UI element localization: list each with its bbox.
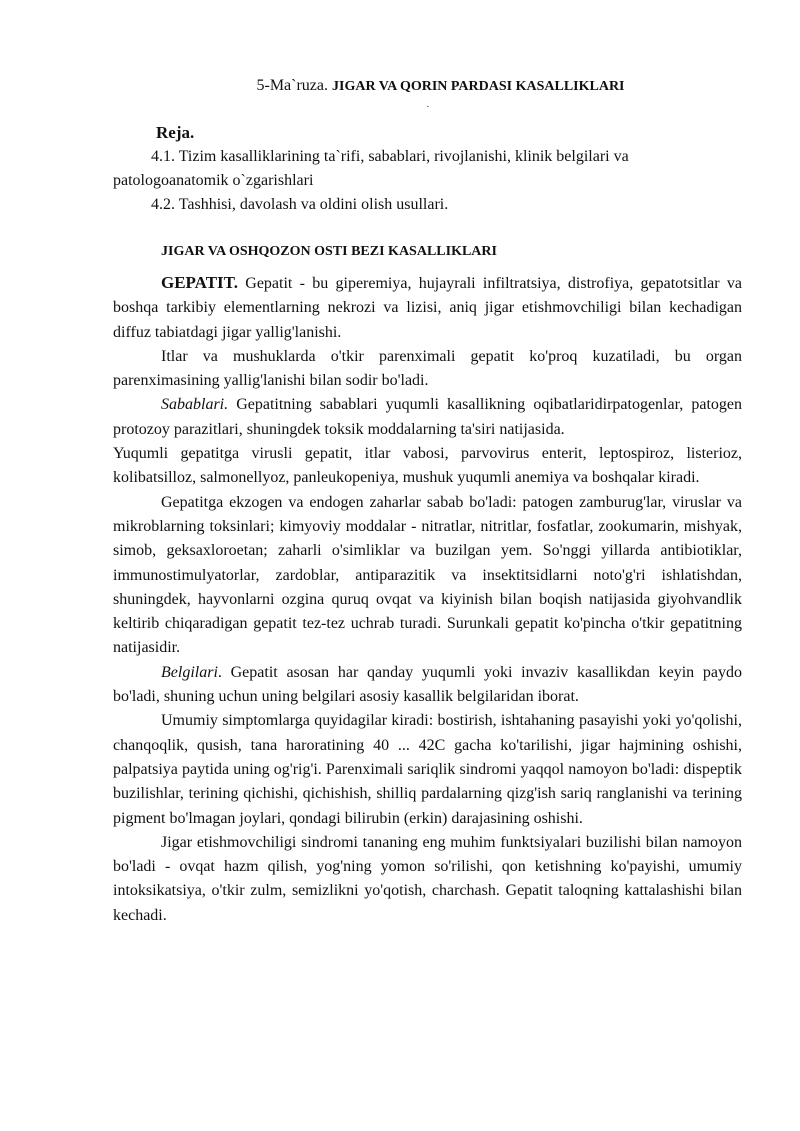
plan-item-1: 4.1. Tizim kasalliklarining ta`rifi, sabablari, rivojlanishi, klinik belgilari va patologoanatomik o`zgarishlari bbox=[113, 148, 629, 189]
paragraph-gepatit-definition bbox=[113, 271, 742, 345]
paragraph-causes bbox=[113, 393, 742, 442]
term-belgilari: Belgilari bbox=[161, 663, 218, 681]
lecture-topic: JIGAR VA QORIN PARDASI KASALLIKLARI bbox=[332, 79, 625, 94]
term-sabablari: Sabablari. bbox=[161, 396, 229, 414]
paragraph-text: Gepatit - bu giperemiya, hujayrali infiltratsiya, distrofiya, gepatotsitlar va boshqa tarkibiy elementlarning nekrozi va lizisi, aniq jigar etishmovchiligi bilan kechadigan diffuz tabiatdagi jigar yallig'lanishi. bbox=[113, 275, 742, 341]
lecture-title bbox=[113, 74, 742, 99]
lecture-number: 5-Ma`ruza. bbox=[256, 77, 332, 94]
paragraph-text: . Gepatit asosan har qanday yuqumli yoki invaziv kasallikdan keyin paydo bo'ladi, shuning uchun uning belgilari asosiy kasallik belgilaridan iborat. bbox=[113, 663, 742, 706]
paragraph-dogs-cats: Itlar va mushuklarda o'tkir parenximali gepatit ko'proq kuzatiladi, bu organ parenximasining yallig'lanishi bilan sodir bo'ladi. bbox=[113, 347, 742, 390]
paragraph-toxins: Gepatitga ekzogen va endogen zaharlar sabab bo'ladi: patogen zamburug'lar, viruslar va mikroblarning toksinlari; kimyoviy moddalar - nitratlar, nitritlar, fosfatlar, zookumarin, mishyak, simob, geksaxloroetan; zaharli o'simliklar va buzilgan yem. So'nggi yillarda antibiotiklar, immunostimulyatorlar, zardoblar, antiparazitik va insektitsidlarni noto'g'ri ishlatishdan, shuningdek, hayvonlarni ozgina quruq ovqat va kiyinish bilan boqish natijasida giyohvandlik keltirib chiqaradigan gepatit tez-tez uchrab turadi. Surunkali gepatit ko'pincha o'tkir gepatitning natijasidir. bbox=[113, 493, 742, 657]
term-gepatit: GEPATIT. bbox=[161, 273, 238, 292]
document-page bbox=[113, 74, 742, 928]
paragraph-symptoms: Umumiy simptomlarga quyidagilar kiradi: bostirish, ishtahaning pasayishi yoki yo'qolishi, chanqoqlik, qusish, tana haroratining 40 ... 42C gacha ko'tarilishi, jigar hajmining oshishi, palpatsiya paytida uning og'rig'i. Parenximali sariqlik sindromi yaqqol namoyon bo'ladi: dispeptik buzilishlar, terining qichishi, qichishish, shilliq pardalarning qizg'ish sariq ranglanishi va terining pigment bo'lmagan joylari, qondagi bilirubin (erkin) darajasining oshishi. bbox=[113, 712, 742, 827]
plan-heading: Reja. bbox=[156, 123, 195, 142]
paragraph-liver-failure: Jigar etishmovchiligi sindromi tananing eng muhim funktsiyalari buzilishi bilan namoyon bo'ladi - ovqat hazm qilish, yog'ning yomon so'rilishi, qon ketishning ko'payishi, umumiy intoksikatsiya, o'tkir zulm, semizlikni yo'qotish, charchash. Gepatit taloqning kattalashishi bilan kechadi. bbox=[113, 833, 742, 924]
section-heading: JIGAR VA OSHQOZON OSTI BEZI KASALLIKLARI bbox=[161, 244, 497, 259]
title-dot: . bbox=[426, 99, 429, 109]
paragraph-infectious: Yuqumli gepatitga virusli gepatit, itlar vabosi, parvovirus enterit, leptospiroz, listerioz, kolibatsilloz, salmonellyoz, panleukopeniya, mushuk yuqumli anemiya va boshqalar kiradi. bbox=[113, 445, 742, 487]
paragraph-text: Gepatitning sabablari yuqumli kasallikning oqibatlaridirpatogenlar, patogen protozoy parazitlari, shuningdek toksik moddalarning ta'siri natijasida. bbox=[113, 396, 742, 438]
plan-item-2: 4.2. Tashhisi, davolash va oldini olish usullari. bbox=[151, 196, 449, 213]
paragraph-signs bbox=[113, 661, 742, 710]
